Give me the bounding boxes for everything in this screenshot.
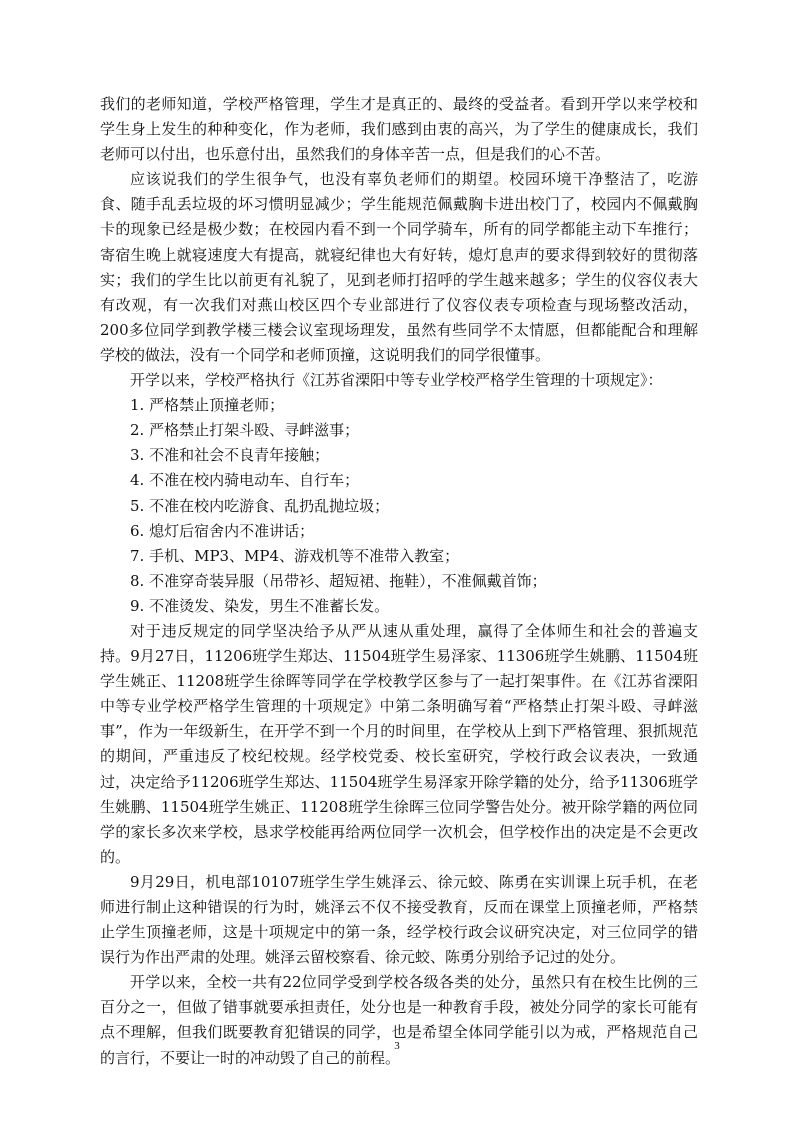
- paragraph: 9月29日，机电部10107班学生学生姚泽云、徐元蛟、陈勇在实训课上玩手机，在老师进行制止这种错误的行为时，姚泽云不仅不接受教育，反而在课堂上顶撞老师，严格禁止学生顶撞老师，这是十项规定中的第一条，经学校行政会议研究决定，对三位同学的错误行为作出严肃的处理。姚泽云留校察看、徐元蛟、陈勇分别给予记过的处分。: [100, 872, 698, 967]
- list-item: 6. 熄灯后宿舍内不准讲话；: [130, 521, 315, 540]
- list-item: 7. 手机、MP3、MP4、游戏机等不准带入教室；: [130, 546, 460, 565]
- paragraph: 开学以来，全校一共有22位同学受到学校各级各类的处分，虽然只有在校生比例的三百分之一，但做了错事就要承担责任，处分也是一种教育手段，被处分同学的家长可能有点不理解，但我们既要教育犯错误的同学，也是希望全体同学能引以为戒，严格规范自己的言行，不要让一时的冲动毁了自己的前程。: [100, 973, 698, 1067]
- paragraph: 应该说我们的学生很争气，也没有辜负老师们的期望。校园环境干净整洁了，吃游食、随手乱丢垃圾的坏习惯明显减少；学生能规范佩戴胸卡进出校门了，校园内不佩戴胸卡的现象已经是极少数；在校园内看不到一个同学骑车，所有的同学都能主动下车推行；寄宿生晚上就寝速度大有提高，就寝纪律也大有好转，熄灯息声的要求得到较好的贯彻落实；我们的学生比以前更有礼貌了，见到老师打招呼的学生越来越多；学生的仪容仪表大有改观，有一次我们对燕山校区四个专业部进行了仪容仪表专项检查与现场整改活动，200多位同学到教学楼三楼会议室现场理发，虽然有些同学不太情愿，但都能配合和理解学校的做法，没有一个同学和老师顶撞，这说明我们的同学很懂事。: [100, 170, 698, 364]
- rules-list: [100, 393, 698, 619]
- list-item: 3. 不准和社会不良青年接触；: [130, 446, 330, 465]
- list-item: 9. 不准烫发、染发，男生不准蓄长发。: [130, 596, 390, 615]
- paragraph: 对于违反规定的同学坚决给予从严从速从重处理，赢得了全体师生和社会的普遍支持。9月27日，11206班学生郑达、11504班学生易泽家、11306班学生姚鹏、11504班学生姚正、11208班学生徐晖等同学在学校教学区参与了一起打架事件。在《江苏省溧阳中等专业学校严格学生管理的十项规定》中第二条明确写着“严格禁止打架斗殴、寻衅滋事”，作为一年级新生，在开学不到一个月的时间里，在学校从上到下严格管理、狠抓规范的期间，严重违反了校纪校规。经学校党委、校长室研究，学校行政会议表决，一致通过，决定给予11206班学生郑达、11504班学生易泽家开除学籍的处分，给予11306班学生姚鹏、11504班学生姚正、11208班学生徐晖三位同学警告处分。被开除学籍的两位同学的家长多次来学校，恳求学校能再给两位同学一次机会，但学校作出的决定是不会更改的。: [100, 621, 698, 866]
- list-item: 1. 严格禁止顶撞老师；: [130, 396, 285, 415]
- list-item: 8. 不准穿奇装异服（吊带衫、超短裙、拖鞋），不准佩戴首饰；: [130, 571, 547, 590]
- paragraph: 我们的老师知道，学校严格管理，学生才是真正的、最终的受益者。看到开学以来学校和学生身上发生的种种变化，作为老师，我们感到由衷的高兴，为了学生的健康成长，我们老师可以付出，也乐意付出，虽然我们的身体辛苦一点，但是我们的心不苦。: [100, 95, 698, 164]
- list-item: 5. 不准在校内吃游食、乱扔乱抛垃圾；: [130, 496, 390, 515]
- body-text-bottom: [100, 619, 698, 1071]
- list-item: 2. 严格禁止打架斗殴、寻衅滋事；: [130, 421, 360, 440]
- page-number: 3: [394, 1040, 400, 1052]
- document-page: [100, 92, 698, 1071]
- body-text-top: [100, 92, 698, 393]
- paragraph: 开学以来，学校严格执行《江苏省溧阳中等专业学校严格学生管理的十项规定》：: [130, 371, 663, 390]
- list-item: 4. 不准在校内骑电动车、自行车；: [130, 471, 360, 490]
